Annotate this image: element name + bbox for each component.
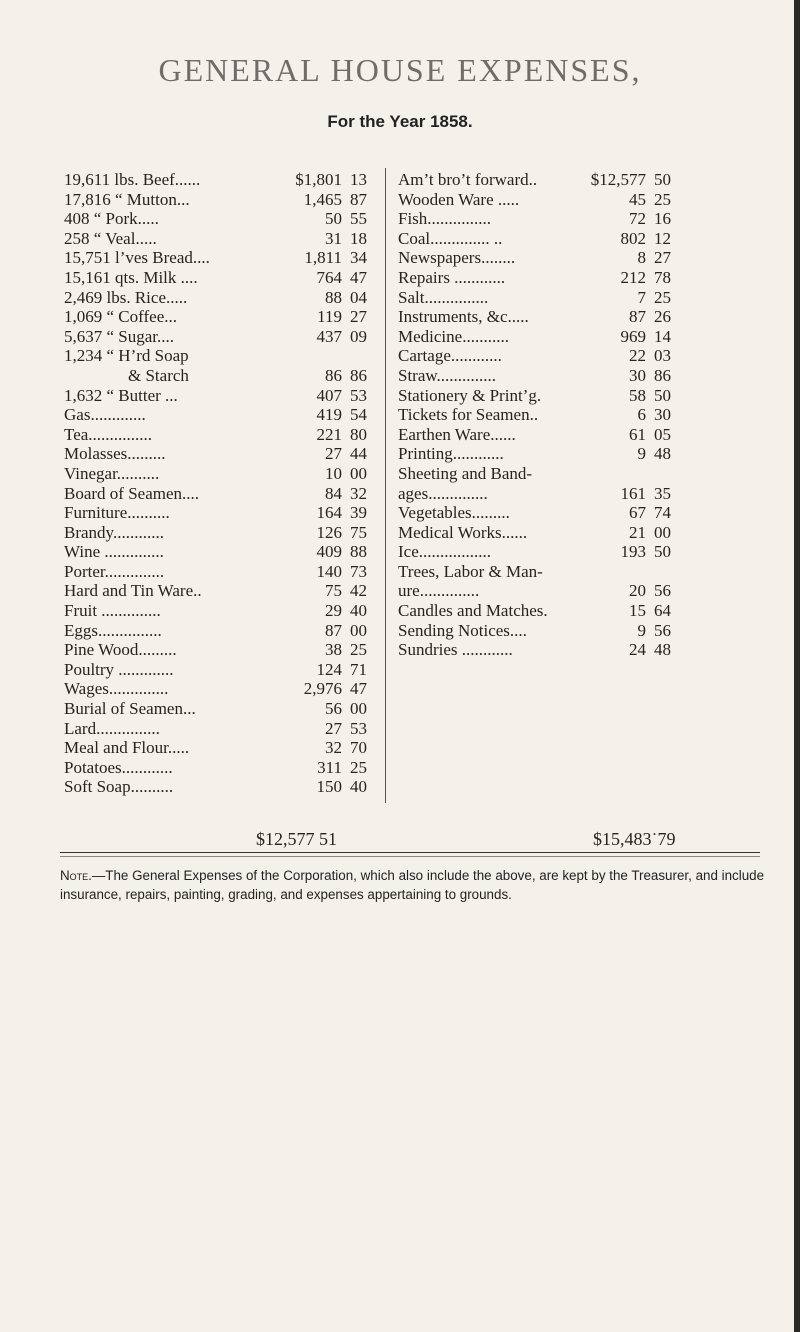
expense-row	[64, 248, 376, 268]
expense-label: Vinegar..........	[64, 463, 160, 483]
expense-cents: 25	[350, 640, 367, 660]
expense-row	[398, 523, 680, 543]
expense-cents: 48	[654, 640, 671, 660]
expense-row	[398, 601, 680, 621]
expense-row-continuation	[64, 366, 376, 386]
expense-label: Medical Works......	[398, 522, 528, 542]
expense-row	[64, 170, 376, 190]
expense-label: Wages..............	[64, 679, 169, 699]
expense-dollars: 7	[637, 287, 646, 307]
expense-label: Tickets for Seamen..	[398, 405, 539, 425]
expense-label: Gas.............	[64, 405, 146, 425]
expense-cents: 53	[350, 718, 367, 738]
expense-cents: 16	[654, 209, 671, 229]
expense-label: 17,816 “ Mutton...	[64, 189, 190, 209]
expense-dollars: 409	[316, 542, 342, 562]
expense-row	[64, 562, 376, 582]
expense-row	[398, 327, 680, 347]
expense-label: Eggs...............	[64, 620, 162, 640]
expense-label: 258 “ Veal.....	[64, 228, 157, 248]
expense-dollars: 311	[317, 757, 342, 777]
expense-row	[398, 209, 680, 229]
expense-row	[398, 464, 680, 484]
expense-row	[398, 366, 680, 386]
expense-cents: 00	[350, 463, 367, 483]
expense-cents: 53	[350, 385, 367, 405]
expense-cents: 74	[654, 503, 671, 523]
expense-dollars: 61	[629, 424, 646, 444]
expense-row	[64, 190, 376, 210]
expense-cents: 50	[654, 170, 671, 189]
expense-label: Sending Notices....	[398, 620, 527, 640]
left-column	[64, 170, 376, 817]
expense-dollars: 67	[629, 503, 646, 523]
expense-row	[64, 699, 376, 719]
grand-total: $15,483˙79	[593, 829, 676, 849]
expense-cents: 30	[654, 405, 671, 425]
expense-label: Lard...............	[64, 718, 160, 738]
expense-cents: 47	[350, 267, 367, 287]
expense-dollars: 150	[316, 777, 342, 797]
expense-label: Fruit ..............	[64, 601, 161, 621]
expense-row	[64, 386, 376, 406]
expense-row	[64, 268, 376, 288]
page-subtitle: For the Year 1858.	[327, 112, 473, 131]
expense-label: Trees, Labor & Man-	[398, 561, 543, 581]
column-divider	[385, 168, 386, 803]
expense-row	[398, 170, 680, 190]
expense-label: Sheeting and Band-	[398, 463, 533, 483]
expense-row	[64, 758, 376, 778]
expense-label: Earthen Ware......	[398, 424, 516, 444]
expense-cents: 80	[350, 424, 367, 444]
expense-row	[64, 288, 376, 308]
expense-dollars: 6	[637, 405, 646, 425]
expense-label: 1,632 “ Butter ...	[64, 385, 178, 405]
expense-dollars: 969	[620, 326, 646, 346]
expense-dollars: 30	[629, 365, 646, 385]
expense-label: Poultry .............	[64, 659, 174, 679]
expense-label: Porter..............	[64, 561, 165, 581]
expense-dollars: 8	[637, 248, 646, 268]
expense-cents: 56	[654, 581, 671, 601]
expense-label: Stationery & Print’g.	[398, 385, 542, 405]
expense-row	[64, 209, 376, 229]
expense-label: Vegetables.........	[398, 503, 510, 523]
expense-cents: 55	[350, 209, 367, 229]
expense-dollars: 15	[629, 601, 646, 621]
expense-dollars: $12,577	[590, 170, 646, 189]
expense-cents: 40	[350, 601, 367, 621]
expense-dollars: 407	[316, 385, 342, 405]
expense-dollars: 27	[325, 718, 342, 738]
expense-row	[398, 346, 680, 366]
expense-cents: 04	[350, 287, 367, 307]
expense-row-continuation	[398, 484, 680, 504]
expense-row	[64, 523, 376, 543]
expense-label: Potatoes............	[64, 757, 173, 777]
expense-label: Furniture..........	[64, 503, 170, 523]
expense-cents: 26	[654, 307, 671, 327]
expense-cents: 86	[350, 365, 367, 385]
expense-cents: 27	[350, 307, 367, 327]
expense-label: Meal and Flour.....	[64, 738, 190, 758]
expense-cents: 00	[350, 620, 367, 640]
expense-dollars: 221	[316, 424, 342, 444]
expense-cents: 40	[350, 777, 367, 797]
expense-row	[64, 542, 376, 562]
expense-dollars: 31	[325, 228, 342, 248]
expense-row	[398, 190, 680, 210]
expense-dollars: 24	[629, 640, 646, 660]
footnote-label: Note.	[60, 868, 92, 883]
expense-cents: 05	[654, 424, 671, 444]
expense-label: Am’t bro’t forward..	[398, 170, 538, 189]
expense-cents: 75	[350, 522, 367, 542]
expense-label: Repairs ............	[398, 267, 506, 287]
expense-row	[398, 307, 680, 327]
expense-row	[64, 777, 376, 797]
expense-row	[64, 346, 376, 366]
expense-dollars: 764	[316, 267, 342, 287]
expense-label: 1,069 “ Coffee...	[64, 307, 177, 327]
expense-label: 15,751 l’ves Bread....	[64, 248, 210, 268]
expense-row	[64, 738, 376, 758]
expense-dollars: 161	[620, 483, 646, 503]
expense-cents: 00	[350, 699, 367, 719]
expense-dollars: 21	[629, 522, 646, 542]
expense-label: Wine ..............	[64, 542, 164, 562]
expense-cents: 35	[654, 483, 671, 503]
expense-label: Ice.................	[398, 542, 492, 562]
expense-label: & Starch	[128, 365, 189, 385]
expense-dollars: 193	[620, 542, 646, 562]
expense-cents: 64	[654, 601, 671, 621]
expense-row	[398, 288, 680, 308]
expense-label: Coal.............. ..	[398, 228, 503, 248]
expense-row	[64, 425, 376, 445]
expense-row	[398, 405, 680, 425]
expense-dollars: 88	[325, 287, 342, 307]
expense-label: Instruments, &c.....	[398, 307, 529, 327]
expense-label: Newspapers........	[398, 248, 516, 268]
expense-dollars: 86	[325, 365, 342, 385]
expense-label: Salt...............	[398, 287, 489, 307]
expense-row	[398, 621, 680, 641]
expense-label: 1,234 “ H’rd Soap	[64, 346, 189, 366]
expense-label: Brandy............	[64, 522, 164, 542]
expense-row	[64, 621, 376, 641]
expense-dollars: 29	[325, 601, 342, 621]
expense-cents: 50	[654, 385, 671, 405]
expense-cents: 87	[350, 189, 367, 209]
expense-dollars: 140	[316, 561, 342, 581]
expense-row	[398, 386, 680, 406]
expense-row	[398, 542, 680, 562]
page-title: GENERAL HOUSE EXPENSES,	[158, 52, 642, 88]
expense-label: Hard and Tin Ware..	[64, 581, 202, 601]
expense-cents: 14	[654, 326, 671, 346]
expense-dollars: 56	[325, 699, 342, 719]
expense-label: Molasses.........	[64, 444, 166, 464]
expense-row	[398, 503, 680, 523]
expense-row	[398, 562, 680, 582]
expense-cents: 12	[654, 228, 671, 248]
expense-label: Candles and Matches.	[398, 601, 548, 621]
expense-label: Medicine...........	[398, 326, 509, 346]
expense-row	[398, 229, 680, 249]
expense-cents: 03	[654, 346, 671, 366]
expense-label: ure..............	[398, 581, 480, 601]
expense-row	[64, 797, 376, 817]
expense-cents: 50	[654, 542, 671, 562]
expense-label: Straw..............	[398, 365, 497, 385]
expense-label: 19,611 lbs. Beef......	[64, 170, 201, 189]
page-edge-shadow	[794, 0, 800, 1332]
expense-dollars: 9	[637, 620, 646, 640]
expense-row	[64, 719, 376, 739]
expense-label: ages..............	[398, 483, 488, 503]
expense-dollars: 212	[620, 267, 646, 287]
expense-dollars: 1,811	[304, 248, 342, 268]
expense-cents: 25	[654, 189, 671, 209]
expense-row	[64, 229, 376, 249]
expense-label: 5,637 “ Sugar....	[64, 326, 175, 346]
expense-dollars: 87	[629, 307, 646, 327]
expense-row	[64, 601, 376, 621]
expense-cents: 78	[654, 267, 671, 287]
expense-cents: 09	[350, 326, 367, 346]
expense-dollars: 126	[316, 522, 342, 542]
expense-row	[64, 484, 376, 504]
expense-cents: 86	[654, 365, 671, 385]
expense-row	[398, 444, 680, 464]
expense-row	[398, 640, 680, 660]
right-column	[398, 170, 680, 660]
expense-dollars: 124	[316, 659, 342, 679]
expense-cents: 25	[654, 287, 671, 307]
expense-dollars: 50	[325, 209, 342, 229]
expense-row	[64, 679, 376, 699]
expense-dollars: 72	[629, 209, 646, 229]
expense-cents: 56	[654, 620, 671, 640]
expense-row	[64, 327, 376, 347]
expense-dollars: 119	[317, 307, 342, 327]
expense-cents: 47	[350, 679, 367, 699]
footnote	[60, 866, 765, 904]
expense-label: Fish...............	[398, 209, 492, 229]
expense-label: Wooden Ware .....	[398, 189, 520, 209]
expense-label: Soft Soap..........	[64, 777, 174, 797]
expense-row	[398, 425, 680, 445]
expense-cents: 39	[350, 503, 367, 523]
expense-dollars: 87	[325, 620, 342, 640]
expense-dollars: 419	[316, 405, 342, 425]
expense-row	[64, 640, 376, 660]
expense-label: 408 “ Pork.....	[64, 209, 159, 229]
expense-cents: 00	[654, 522, 671, 542]
expense-dollars: 1,465	[303, 189, 342, 209]
expense-dollars: 45	[629, 189, 646, 209]
expense-row	[64, 503, 376, 523]
expense-cents: 13	[350, 170, 367, 189]
expense-dollars: 58	[629, 385, 646, 405]
expense-label: 15,161 qts. Milk ....	[64, 267, 198, 287]
expense-dollars: 38	[325, 640, 342, 660]
expense-cents: 73	[350, 561, 367, 581]
expense-dollars: 9	[637, 444, 646, 464]
expense-cents: 54	[350, 405, 367, 425]
expense-row-continuation	[398, 581, 680, 601]
expense-row	[64, 660, 376, 680]
expense-label: Tea...............	[64, 424, 153, 444]
expense-cents: 27	[654, 248, 671, 268]
expense-row	[64, 405, 376, 425]
expense-row	[398, 268, 680, 288]
expense-dollars: 27	[325, 444, 342, 464]
expense-dollars: 802	[620, 228, 646, 248]
expense-cents: 44	[350, 444, 367, 464]
expense-row	[64, 464, 376, 484]
expense-dollars: 84	[325, 483, 342, 503]
expense-cents: 32	[350, 483, 367, 503]
expense-cents: 71	[350, 659, 367, 679]
expense-dollars: 75	[325, 581, 342, 601]
expense-label: Cartage............	[398, 346, 502, 366]
expense-cents: 34	[350, 248, 367, 268]
expense-cents: 42	[350, 581, 367, 601]
expense-dollars: 20	[629, 581, 646, 601]
expense-label: 2,469 lbs. Rice.....	[64, 287, 188, 307]
expense-label: Pine Wood.........	[64, 640, 177, 660]
left-column-total: $12,577 51	[256, 829, 337, 849]
expense-dollars: 164	[316, 503, 342, 523]
footnote-text: —The General Expenses of the Corporation, which also include the above, are kept by the Treasurer, and include insurance, repairs, painting, grading, and expenses appertaining to grounds.	[60, 868, 765, 902]
expense-label: Sundries ............	[398, 640, 513, 660]
expense-row	[64, 444, 376, 464]
expense-cents: 88	[350, 542, 367, 562]
expense-dollars: 32	[325, 738, 342, 758]
expense-row	[64, 307, 376, 327]
expense-row	[398, 248, 680, 268]
expense-label: Board of Seamen....	[64, 483, 200, 503]
expense-dollars: 10	[325, 463, 342, 483]
expense-dollars: $1,801	[295, 170, 342, 189]
expense-dollars: 2,976	[303, 679, 342, 699]
expense-dollars: 22	[629, 346, 646, 366]
expense-cents: 18	[350, 228, 367, 248]
footer-rule	[60, 852, 760, 853]
expense-label: Burial of Seamen...	[64, 699, 196, 719]
expense-label: Printing............	[398, 444, 504, 464]
expense-dollars: 437	[316, 326, 342, 346]
expense-cents: 70	[350, 738, 367, 758]
expense-row	[64, 581, 376, 601]
expense-cents: 25	[350, 757, 367, 777]
footer-rule-thin	[60, 856, 760, 857]
expense-cents: 48	[654, 444, 671, 464]
